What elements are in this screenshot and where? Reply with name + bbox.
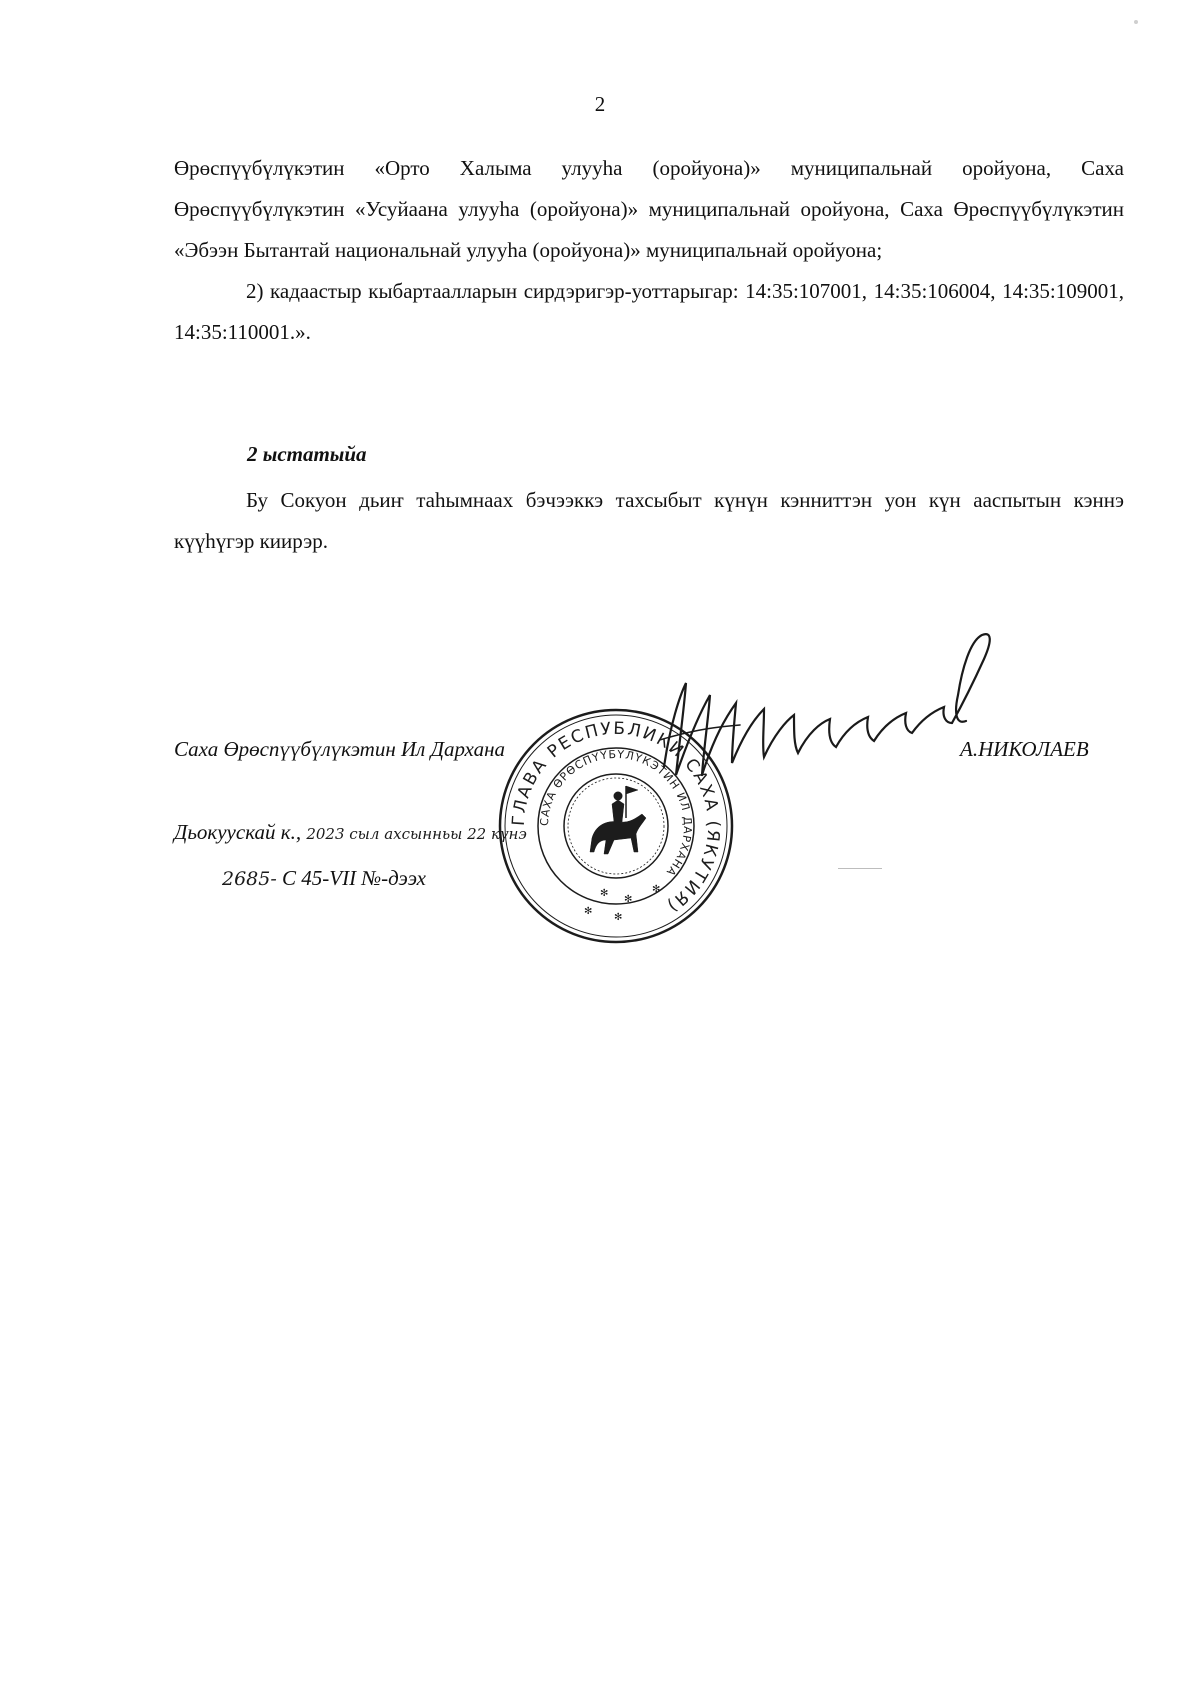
seal-star-icon: ✻ — [600, 888, 609, 899]
document-body — [174, 148, 1124, 353]
body-paragraph-1: Өрөспүүбүлүкэтин «Орто Халыма улууһа (оройуона)» муниципальнай оройуона, Саха Өрөспүүбүлүкэтин «Усуйаана улууһа (оройуона)» муниципальнай оройуона, Саха Өрөспүүбүлүкэтин «Эбээн Бытантай национальнай улууһа (оройуона)» муниципальнай оройуона; — [174, 156, 1124, 262]
article-section — [174, 480, 1124, 562]
signer-title: Саха Өрөспүүбүлүкэтин Ил Дархана — [174, 737, 505, 761]
seal-emblem-icon — [590, 786, 646, 854]
place-prefix: Дьокуускай к., — [174, 820, 302, 844]
seal-star-icon: ✻ — [652, 884, 661, 895]
scan-dash-mark — [838, 868, 882, 869]
page-number: 2 — [594, 92, 606, 116]
seal-inner-text: САХА ӨРӨСПҮҮБҮЛҮКЭТИН ИЛ ДАРХАНА — [537, 747, 695, 879]
body-paragraph-2: 2) кадаастыр кыбартаалларын сирдэригэр-уоттарыгар: 14:35:107001, 14:35:106004, 14:35:109001, 14:35:110001.». — [174, 279, 1124, 344]
seal-outer-text: ГЛАВА РЕСПУБЛИКИ САХА (ЯКУТИЯ) — [508, 718, 724, 917]
handwritten-reg-number: 2685- — [222, 868, 277, 890]
seal-star-icon: ✻ — [624, 894, 633, 905]
signer-name: А.НИКОЛАЕВ — [960, 737, 1089, 761]
article-text: Бу Сокуон дьиҥ таһымнаах бэчээккэ тахсыбыт күнүн кэнниттэн уон күн ааспытын кэннэ күүһүгэр киирэр. — [174, 488, 1124, 553]
handwritten-signature — [640, 625, 1010, 795]
seal-star-icon: ✻ — [584, 906, 593, 917]
place-date — [174, 820, 527, 845]
registration-number — [222, 866, 426, 891]
handwritten-date: 2023 сыл ахсынньы 22 күнэ — [306, 825, 527, 843]
scan-dot-mark — [1134, 20, 1138, 24]
article-heading: 2 ыстатыйа — [247, 442, 367, 466]
seal-star-icon: ✻ — [614, 912, 623, 923]
reg-number-suffix: С 45-VII №-дээх — [282, 866, 426, 890]
